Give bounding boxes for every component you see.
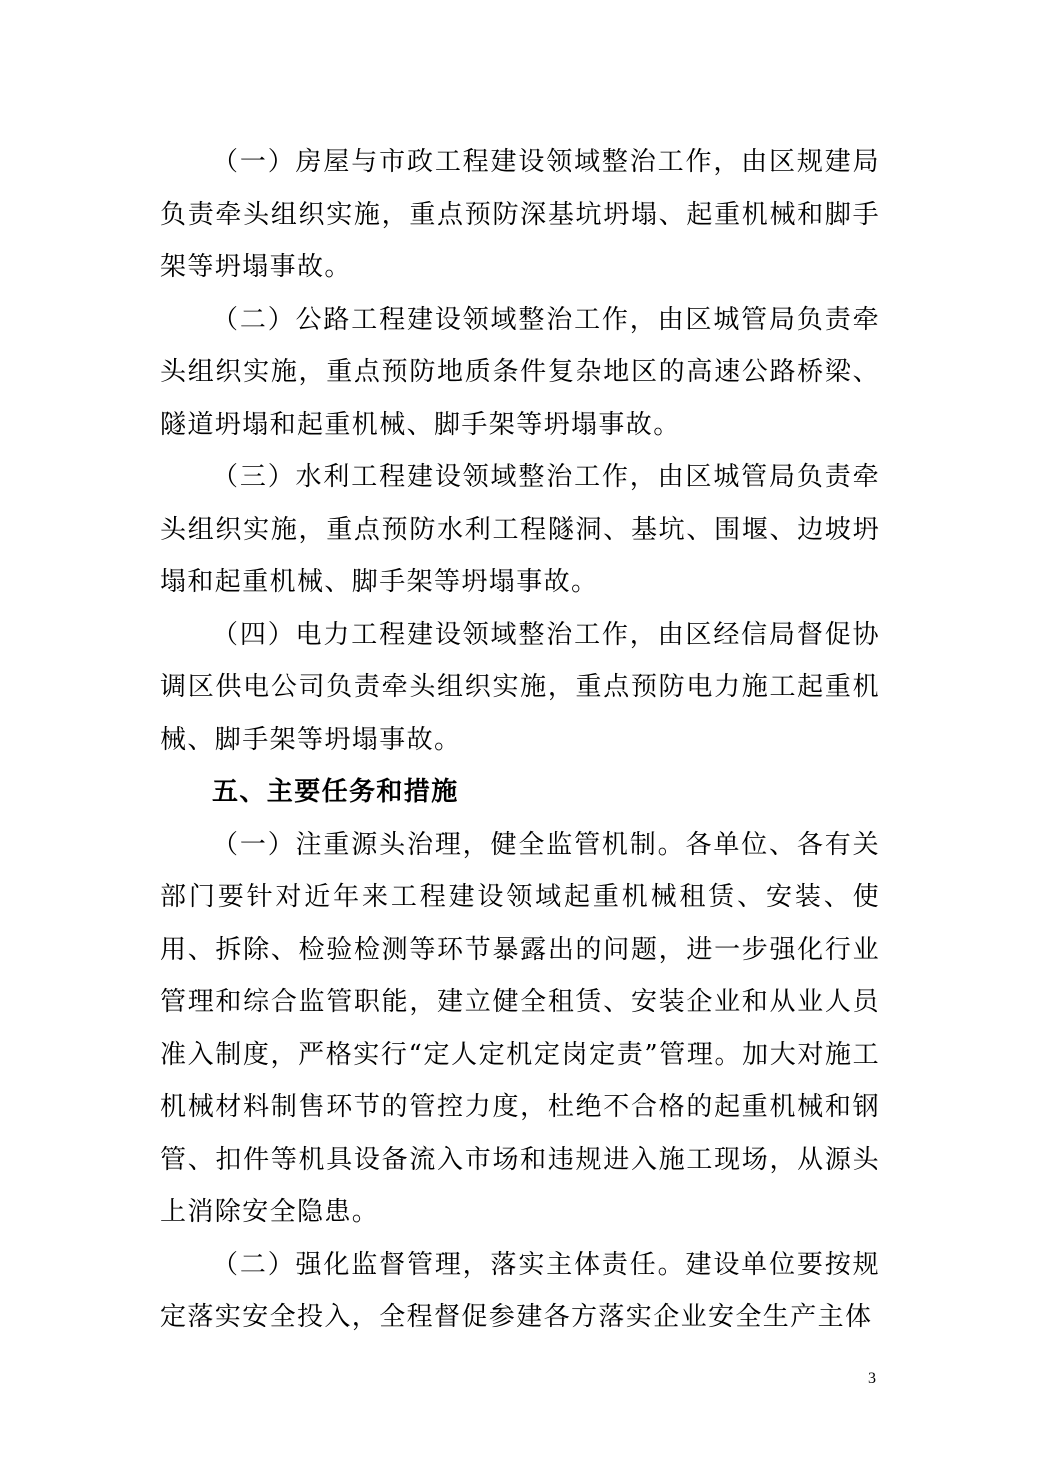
- paragraph-highway: （二）公路工程建设领域整治工作，由区城管局负责牵头组织实施，重点预防地质条件复杂地区的高速公路桥梁、隧道坍塌和起重机械、脚手架等坍塌事故。: [160, 304, 880, 440]
- paragraph-water-conservancy: （三）水利工程建设领域整治工作，由区城管局负责牵头组织实施，重点预防水利工程隧洞、基坑、围堰、边坡坍塌和起重机械、脚手架等坍塌事故。: [160, 462, 880, 597]
- document-body: [160, 136, 880, 1344]
- paragraph-source-governance: （一）注重源头治理，健全监管机制。各单位、各有关部门要针对近年来工程建设领域起重机械租赁、安装、使用、拆除、检验检测等环节暴露出的问题，进一步强化行业管理和综合监管职能，建立健全租赁、安装企业和从业人员准入制度，严格实行“定人定机定岗定责”管理。加大对施工机械材料制售环节的管控力度，杜绝不合格的起重机械和钢管、扣件等机具设备流入市场和违规进入施工现场，从源头上消除安全隐患。: [160, 829, 880, 1227]
- section-heading-main-tasks: 五、主要任务和措施: [212, 777, 459, 807]
- paragraph-electric-power: （四）电力工程建设领域整治工作，由区经信局督促协调区供电公司负责牵头组织实施，重点预防电力施工起重机械、脚手架等坍塌事故。: [160, 619, 880, 755]
- page-number: 3: [868, 1370, 876, 1387]
- paragraph-housing-municipal: （一）房屋与市政工程建设领域整治工作，由区规建局负责牵头组织实施，重点预防深基坑坍塌、起重机械和脚手架等坍塌事故。: [160, 147, 880, 282]
- paragraph-supervision: （二）强化监督管理，落实主体责任。建设单位要按规定落实安全投入，全程督促参建各方落实企业安全生产主体: [160, 1249, 880, 1332]
